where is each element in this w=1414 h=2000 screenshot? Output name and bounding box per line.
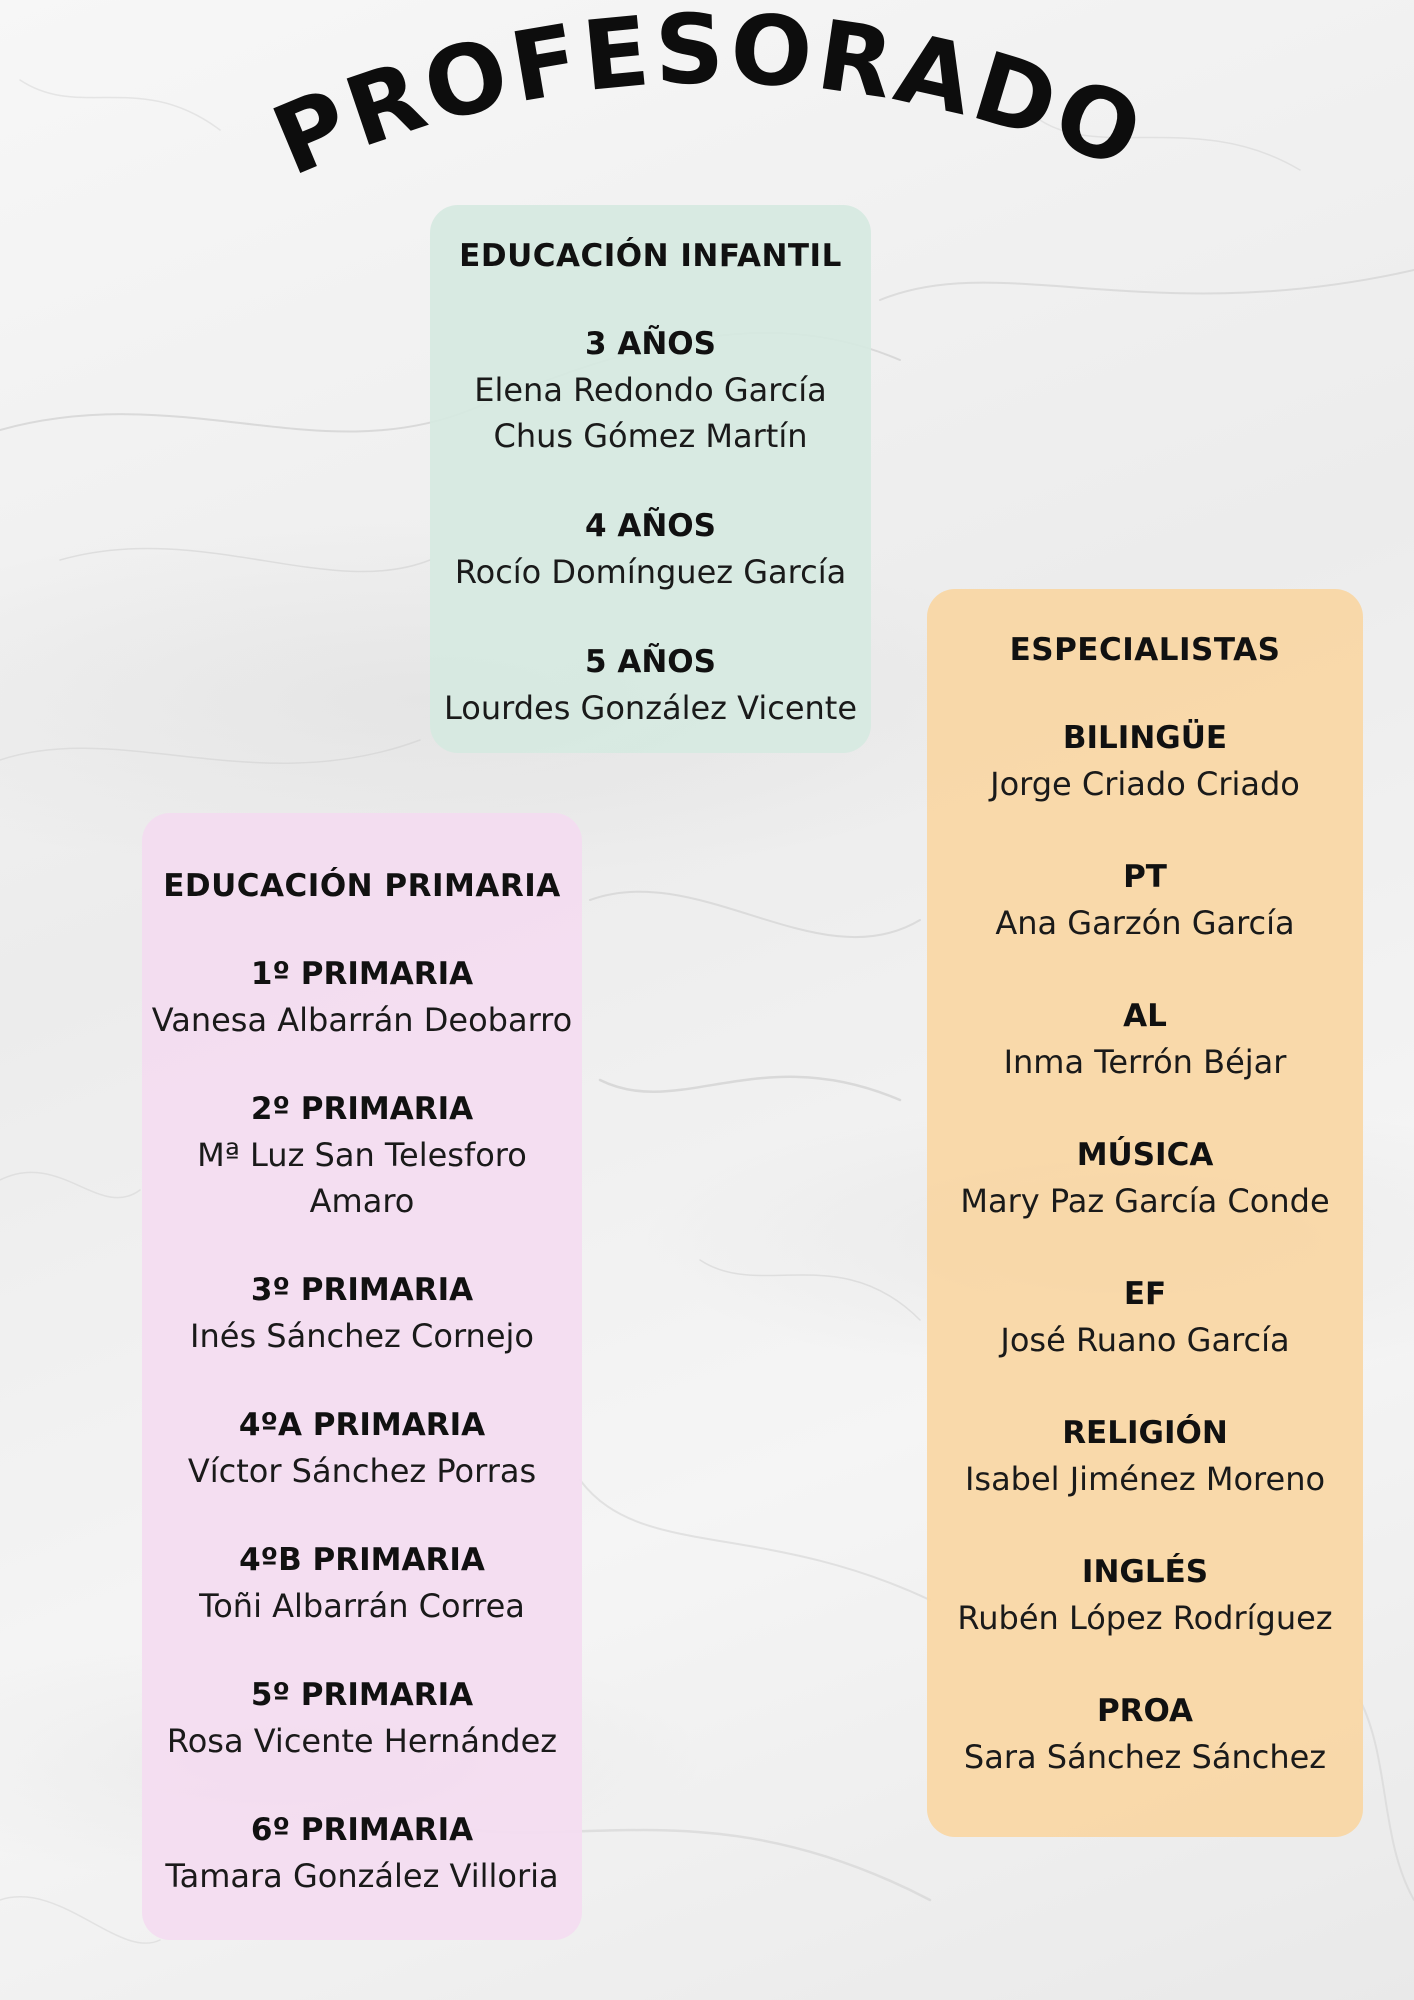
especialista-musica [927, 1132, 1363, 1224]
group-label: 5 AÑOS [585, 644, 716, 680]
teacher-name: Rubén López Rodríguez [957, 1599, 1333, 1637]
especialista-ef [927, 1271, 1363, 1363]
group-label: AL [1123, 998, 1167, 1034]
teacher-name: Inés Sánchez Cornejo [190, 1317, 534, 1355]
especialista-ingles [927, 1549, 1363, 1641]
group-label: PROA [1096, 1693, 1194, 1729]
group-label: 4ºB PRIMARIA [239, 1542, 485, 1578]
especialista-religion [927, 1410, 1363, 1502]
group-label: 4ºA PRIMARIA [238, 1407, 486, 1443]
teacher-name: Rosa Vicente Hernández [166, 1722, 558, 1760]
group-label: INGLÉS [1081, 1554, 1209, 1590]
teacher-name: Elena Redondo García [474, 371, 827, 409]
especialista-proa [927, 1688, 1363, 1780]
primaria-group-3 [142, 1267, 582, 1359]
especialistas-card [927, 589, 1363, 1837]
teacher-name: Rocío Domínguez García [454, 553, 847, 591]
teacher-name: Vanesa Albarrán Deobarro [151, 1001, 573, 1039]
especialista-bilingue [927, 715, 1363, 807]
teacher-name: Isabel Jiménez Moreno [964, 1460, 1326, 1498]
teacher-name: Víctor Sánchez Porras [187, 1452, 537, 1490]
teacher-name: Lourdes González Vicente [443, 689, 858, 727]
primaria-group-4a [142, 1402, 582, 1494]
infantil-group-4 [430, 503, 871, 595]
group-label: 2º PRIMARIA [250, 1091, 474, 1127]
group-label: 6º PRIMARIA [250, 1812, 474, 1848]
primaria-group-1 [142, 951, 582, 1043]
teacher-name: Inma Terrón Béjar [1003, 1043, 1287, 1081]
teacher-name: Sara Sánchez Sánchez [963, 1738, 1327, 1776]
group-label: 4 AÑOS [585, 508, 716, 544]
teacher-name: Tamara González Villoria [165, 1857, 559, 1895]
infantil-group-3 [430, 321, 871, 459]
infantil-card [430, 205, 871, 753]
teacher-name: José Ruano García [1000, 1321, 1290, 1359]
primaria-group-6 [142, 1807, 582, 1899]
teacher-name: Chus Gómez Martín [493, 417, 808, 455]
especialista-pt [927, 854, 1363, 946]
primaria-group-4b [142, 1537, 582, 1629]
group-label: 3º PRIMARIA [250, 1272, 474, 1308]
group-label: BILINGÜE [1062, 720, 1228, 756]
teacher-name: Mª Luz San Telesforo Amaro [197, 1136, 527, 1220]
primaria-group-2 [142, 1086, 582, 1224]
primaria-heading: EDUCACIÓN PRIMARIA [163, 868, 561, 904]
especialistas-heading: ESPECIALISTAS [1009, 632, 1281, 668]
teacher-name: Jorge Criado Criado [990, 765, 1300, 803]
group-label: 5º PRIMARIA [250, 1677, 474, 1713]
page-title-container [0, 0, 1414, 240]
group-label: 3 AÑOS [585, 326, 716, 362]
teacher-name: Mary Paz García Conde [960, 1182, 1330, 1220]
infantil-group-5 [430, 639, 871, 731]
group-label: MÚSICA [1076, 1137, 1214, 1173]
group-label: PT [1123, 859, 1167, 895]
teacher-name: Toñi Albarrán Correa [199, 1587, 525, 1625]
infantil-heading: EDUCACIÓN INFANTIL [459, 238, 842, 274]
group-label: RELIGIÓN [1062, 1415, 1228, 1451]
primaria-group-5 [142, 1672, 582, 1764]
primaria-card [142, 813, 582, 1940]
group-label: EF [1123, 1276, 1167, 1312]
teacher-name: Ana Garzón García [995, 904, 1295, 942]
especialista-al [927, 993, 1363, 1085]
page-title: PROFESORADO [257, 0, 1160, 198]
group-label: 1º PRIMARIA [250, 956, 474, 992]
